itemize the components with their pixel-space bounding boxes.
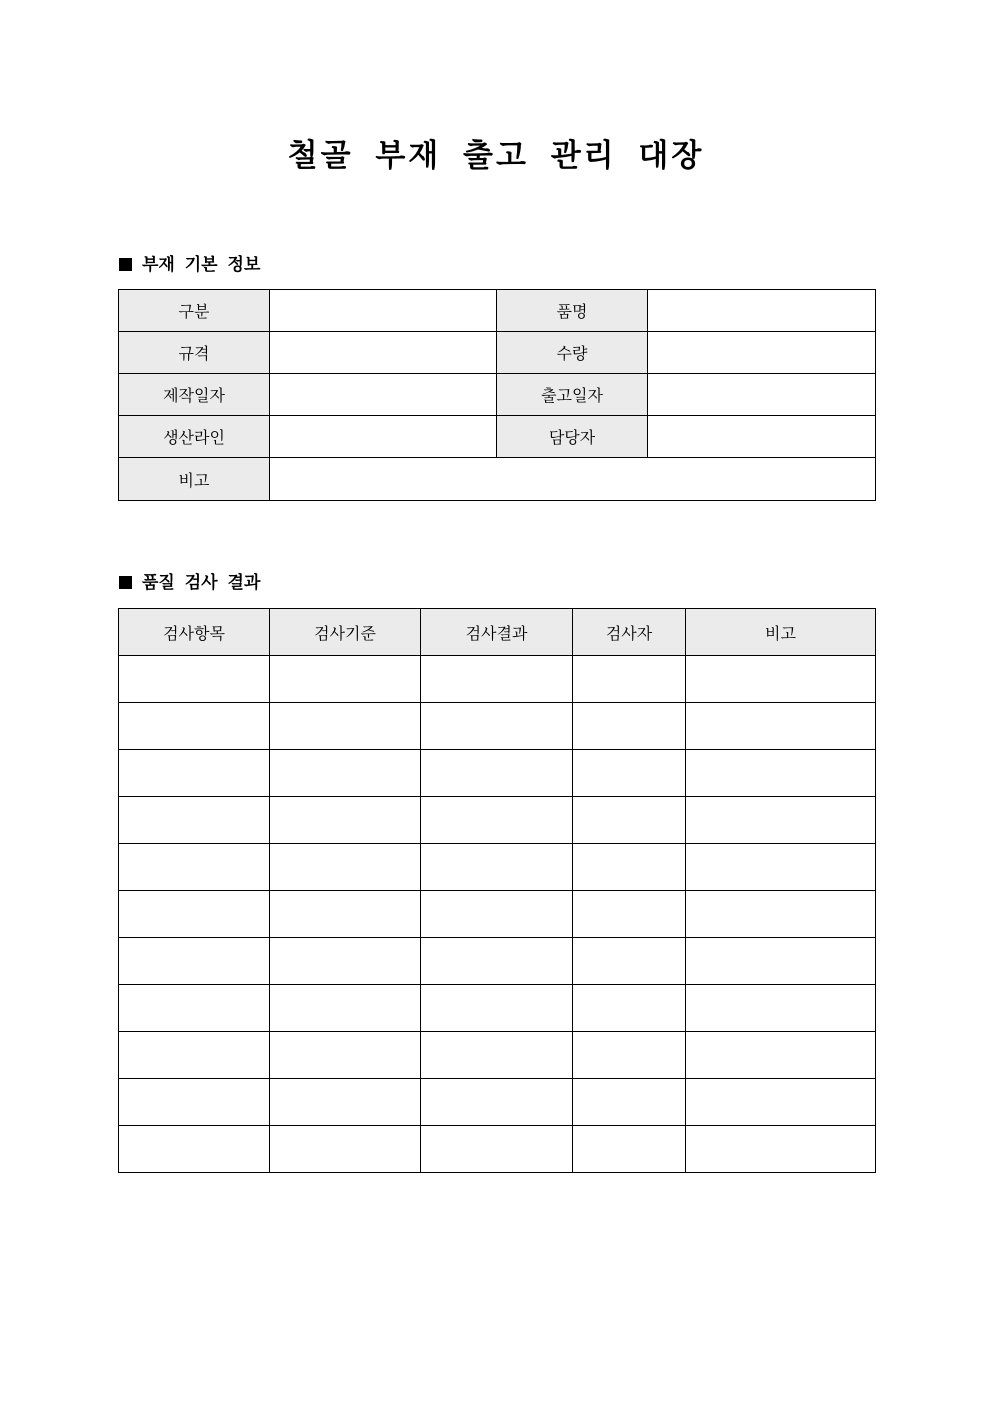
cell-remarks[interactable] [686, 891, 876, 938]
cell-inspection-result[interactable] [421, 1079, 573, 1126]
cell-remarks[interactable] [686, 1032, 876, 1079]
table-row [119, 703, 876, 750]
table-row [119, 290, 876, 332]
section-heading-quality-inspection [119, 571, 260, 595]
column-header-inspection-item: 검사항목 [119, 609, 270, 656]
table-row [119, 656, 876, 703]
cell-inspection-standard[interactable] [270, 656, 421, 703]
cell-inspector[interactable] [573, 656, 686, 703]
field-label-production-line: 생산라인 [119, 416, 270, 458]
cell-inspection-item[interactable] [119, 985, 270, 1032]
cell-inspector[interactable] [573, 1126, 686, 1173]
cell-remarks[interactable] [686, 844, 876, 891]
cell-inspection-result[interactable] [421, 750, 573, 797]
table-header-row [119, 609, 876, 656]
cell-inspection-standard[interactable] [270, 891, 421, 938]
cell-inspection-result[interactable] [421, 1126, 573, 1173]
cell-inspector[interactable] [573, 1032, 686, 1079]
field-label-spec: 규격 [119, 332, 270, 374]
cell-inspection-result[interactable] [421, 938, 573, 985]
field-label-quantity: 수량 [497, 332, 648, 374]
document-title: 철골 부재 출고 관리 대장 [287, 138, 705, 174]
field-label-manager: 담당자 [497, 416, 648, 458]
square-bullet-icon [119, 258, 132, 271]
table-row [119, 1032, 876, 1079]
table-row [119, 374, 876, 416]
cell-remarks[interactable] [686, 1079, 876, 1126]
field-label-category: 구분 [119, 290, 270, 332]
field-label-production-date: 제작일자 [119, 374, 270, 416]
column-header-inspector: 검사자 [573, 609, 686, 656]
table-row [119, 1126, 876, 1173]
cell-inspector[interactable] [573, 797, 686, 844]
cell-inspection-result[interactable] [421, 703, 573, 750]
field-label-shipping-date: 출고일자 [497, 374, 648, 416]
cell-inspection-standard[interactable] [270, 703, 421, 750]
table-row [119, 938, 876, 985]
column-header-inspection-result: 검사결과 [421, 609, 573, 656]
cell-inspection-result[interactable] [421, 656, 573, 703]
cell-inspection-item[interactable] [119, 1126, 270, 1173]
table-row [119, 891, 876, 938]
cell-remarks[interactable] [686, 985, 876, 1032]
field-value-remarks[interactable] [270, 458, 876, 501]
cell-remarks[interactable] [686, 703, 876, 750]
section-heading-basic-info [119, 253, 260, 277]
cell-inspection-standard[interactable] [270, 797, 421, 844]
section-heading-label: 품질 검사 결과 [142, 573, 261, 593]
cell-inspection-result[interactable] [421, 797, 573, 844]
quality-inspection-table [118, 608, 876, 1173]
cell-inspection-item[interactable] [119, 656, 270, 703]
column-header-remarks: 비고 [686, 609, 876, 656]
table-row [119, 458, 876, 501]
table-row [119, 844, 876, 891]
field-label-remarks: 비고 [119, 458, 270, 501]
cell-inspection-standard[interactable] [270, 985, 421, 1032]
field-value-quantity[interactable] [648, 332, 876, 374]
basic-info-table [118, 289, 876, 501]
field-value-product-name[interactable] [648, 290, 876, 332]
cell-remarks[interactable] [686, 656, 876, 703]
cell-inspector[interactable] [573, 750, 686, 797]
cell-inspection-item[interactable] [119, 703, 270, 750]
cell-inspector[interactable] [573, 844, 686, 891]
field-value-production-line[interactable] [270, 416, 497, 458]
cell-remarks[interactable] [686, 797, 876, 844]
cell-inspection-standard[interactable] [270, 750, 421, 797]
cell-inspection-result[interactable] [421, 1032, 573, 1079]
cell-remarks[interactable] [686, 750, 876, 797]
cell-inspection-item[interactable] [119, 844, 270, 891]
table-row [119, 985, 876, 1032]
cell-inspection-standard[interactable] [270, 938, 421, 985]
field-value-production-date[interactable] [270, 374, 497, 416]
cell-inspection-standard[interactable] [270, 1079, 421, 1126]
cell-inspection-standard[interactable] [270, 1032, 421, 1079]
cell-inspection-item[interactable] [119, 750, 270, 797]
table-row [119, 1079, 876, 1126]
field-value-category[interactable] [270, 290, 497, 332]
square-bullet-icon [119, 576, 132, 589]
cell-remarks[interactable] [686, 938, 876, 985]
cell-inspection-result[interactable] [421, 844, 573, 891]
table-row [119, 416, 876, 458]
cell-inspector[interactable] [573, 938, 686, 985]
table-row [119, 797, 876, 844]
cell-inspection-result[interactable] [421, 985, 573, 1032]
cell-inspection-result[interactable] [421, 891, 573, 938]
field-value-spec[interactable] [270, 332, 497, 374]
cell-inspector[interactable] [573, 1079, 686, 1126]
field-value-shipping-date[interactable] [648, 374, 876, 416]
field-label-product-name: 품명 [497, 290, 648, 332]
cell-inspector[interactable] [573, 985, 686, 1032]
section-heading-label: 부재 기본 정보 [142, 255, 261, 275]
cell-inspection-item[interactable] [119, 797, 270, 844]
cell-inspection-item[interactable] [119, 1079, 270, 1126]
field-value-manager[interactable] [648, 416, 876, 458]
cell-inspector[interactable] [573, 891, 686, 938]
cell-inspection-item[interactable] [119, 891, 270, 938]
cell-inspection-standard[interactable] [270, 844, 421, 891]
cell-inspection-item[interactable] [119, 1032, 270, 1079]
cell-remarks[interactable] [686, 1126, 876, 1173]
cell-inspector[interactable] [573, 703, 686, 750]
column-header-inspection-standard: 검사기준 [270, 609, 421, 656]
table-row [119, 750, 876, 797]
cell-inspection-standard[interactable] [270, 1126, 421, 1173]
cell-inspection-item[interactable] [119, 938, 270, 985]
table-row [119, 332, 876, 374]
